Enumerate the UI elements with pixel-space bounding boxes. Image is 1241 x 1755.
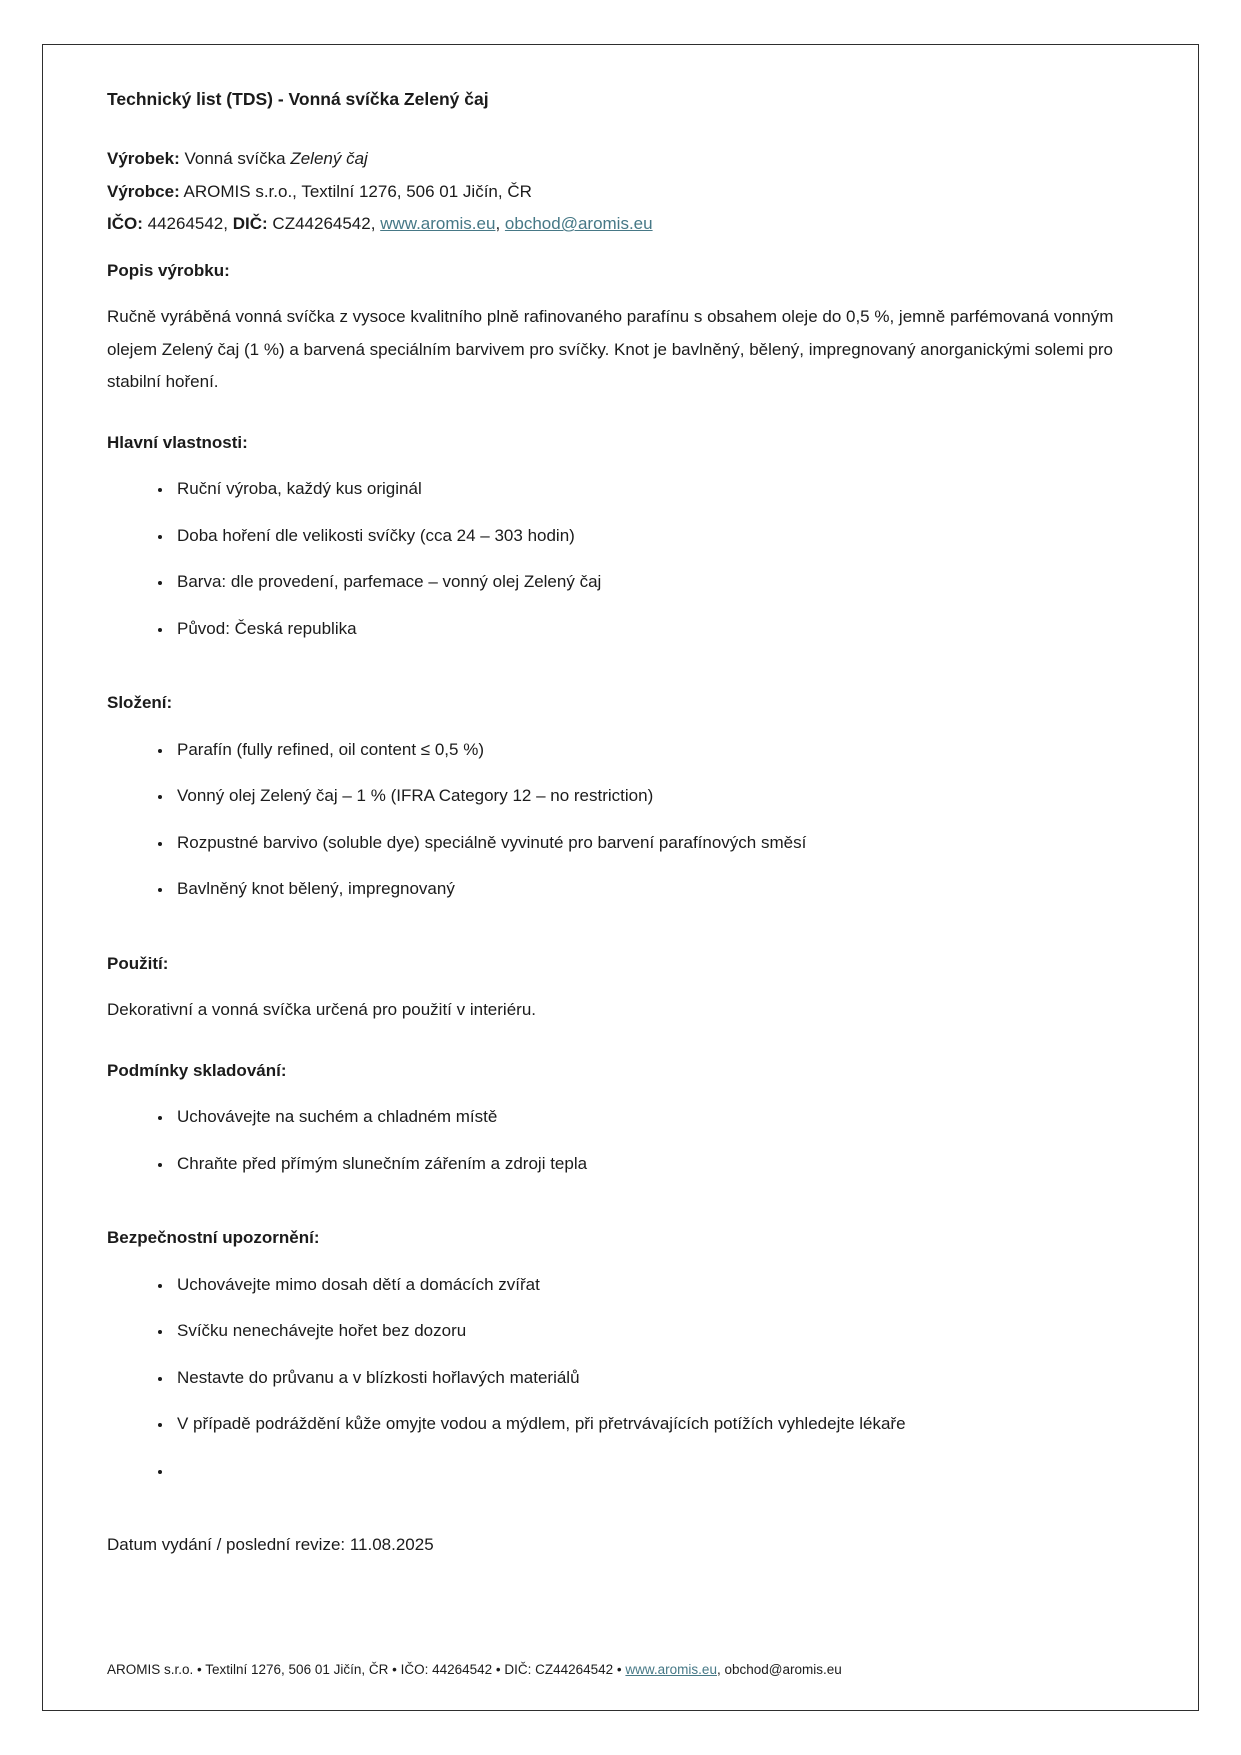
revision-date-line: Datum vydání / poslední revize: 11.08.2025 [107,1535,434,1554]
section-heading-podminky-skladovani: Podmínky skladování: [107,1060,287,1080]
list-item: • Svíčku nenechávejte hořet bez dozoru [173,1315,1142,1348]
product-value: Vonná svíčka [184,149,286,168]
list-item: • Vonný olej Zelený čaj – 1 % (IFRA Category 12 – no restriction) [173,780,1142,813]
list-item: • V případě podráždění kůže omyjte vodou a mýdlem, při přetrvávajících potížích vyhledejte lékaře [173,1408,1142,1441]
list-podminky-skladovani [107,1101,1142,1194]
product-meta [107,143,1142,241]
list-item: • Chraňte před přímým slunečním zářením a zdroji tepla [173,1148,1142,1181]
ico-value: 44264542, [147,214,228,233]
section-heading-popis: Popis výrobku: [107,260,230,280]
list-item: • Původ: Česká republika [173,613,1142,646]
section-heading-bezpecnostni-upozorneni: Bezpečnostní upozornění: [107,1228,320,1247]
section-heading-slozeni: Složení: [107,693,173,712]
document-page [42,44,1199,1711]
doc-title: Technický list (TDS) - Vonná svíčka Zelený čaj [107,89,489,109]
footer-text-before: AROMIS s.r.o. • Textilní 1276, 506 01 Jičín, ČR • IČO: 44264542 • DIČ: CZ44264542 • [107,1662,626,1677]
list-slozeni [107,734,1142,920]
product-value-italic: Zelený čaj [290,149,368,168]
website-link[interactable]: www.aromis.eu [380,214,496,233]
page-footer [107,1660,1142,1692]
product-line [107,143,1142,176]
footer-text-after: , obchod@aromis.eu [716,1662,842,1677]
email-link[interactable]: obchod@aromis.eu [504,214,653,233]
section-heading-hlavni-vlastnosti: Hlavní vlastnosti: [107,432,248,452]
dic-value: CZ44264542, [272,214,376,233]
list-bezpecnostni-upozorneni [107,1269,1142,1502]
list-item: • Bavlněný knot bělený, impregnovaný [173,873,1142,906]
section-heading-pouziti: Použití: [107,953,169,973]
list-item: • Doba hoření dle velikosti svíčky (cca 24 – 303 hodin) [173,520,1142,553]
list-item: • Barva: dle provedení, parfemace – vonný olej Zelený čaj [173,566,1142,599]
list-item: • Nestavte do průvanu a v blízkosti hořlavých materiálů [173,1362,1142,1395]
dic-label: DIČ: [232,214,268,233]
manufacturer-label: Výrobce: [107,181,180,201]
list-item: • Uchovávejte na suchém a chladném místě [173,1101,1142,1134]
list-item: • Rozpustné barvivo (soluble dye) speciálně vyvinuté pro barvení parafínových směsí [173,827,1142,860]
section-body-popis: Ručně vyráběná vonná svíčka z vysoce kvalitního plně rafinovaného parafínu s obsahem oleje do 0,5 %, jemně parfémovaná vonným olejem Zelený čaj (1 %) a barvená speciálním barvivem pro svíčky. Knot je bavlněný, bělený, impregnovaný anorganickými solemi pro stabilní hoření. [107,307,1114,391]
manufacturer-value: AROMIS s.r.o., Textilní 1276, 506 01 Jičín, ČR [183,181,532,201]
list-item: • Uchovávejte mimo dosah dětí a domácích zvířat [173,1269,1142,1302]
list-item-empty [173,1455,1142,1488]
list-item: • Ruční výroba, každý kus originál [173,473,1142,506]
ico-label: IČO: [107,214,143,233]
link-separator: , [495,214,501,233]
product-label: Výrobek: [107,149,180,168]
registration-line [107,208,1142,241]
list-item: • Parafín (fully refined, oil content ≤ 0,5 %) [173,734,1142,767]
section-body-pouziti: Dekorativní a vonná svíčka určená pro použití v interiéru. [107,1000,536,1019]
footer-website-link[interactable]: www.aromis.eu [625,1662,717,1677]
manufacturer-line [107,176,1142,209]
list-hlavni-vlastnosti [107,473,1142,659]
